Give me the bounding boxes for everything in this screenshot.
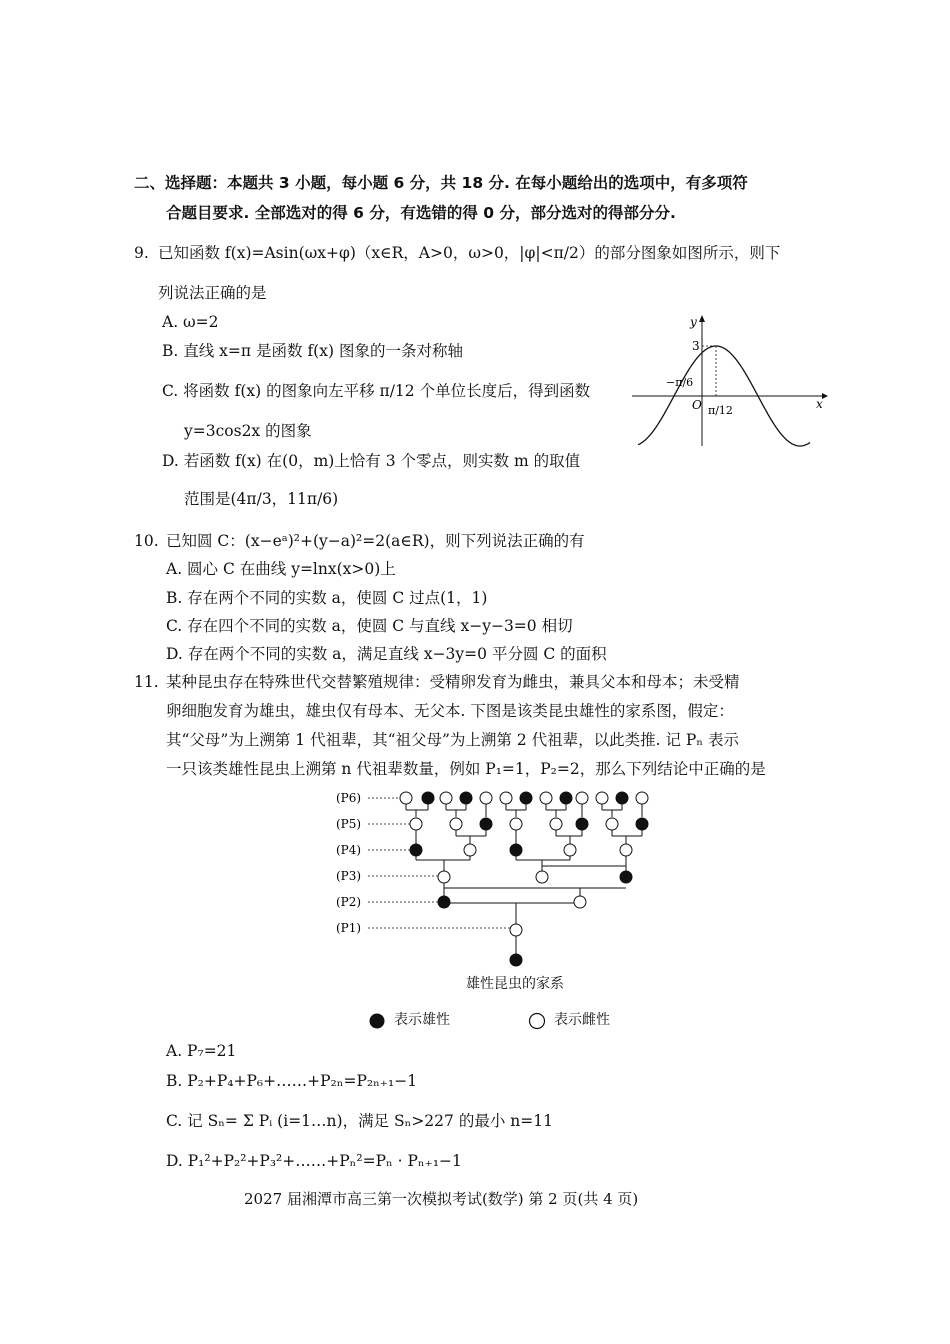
- node-female: [510, 924, 522, 936]
- node-female: [620, 844, 632, 856]
- node-male: [438, 896, 450, 908]
- legend-female-icon: [528, 1012, 546, 1030]
- node-male: [460, 792, 472, 804]
- node-female: [596, 792, 608, 804]
- q11-option-d: D. P₁²+P₂²+P₃²+……+Pₙ²=Pₙ · Pₙ₊₁−1: [166, 1152, 462, 1170]
- q10-option-c: C. 存在四个不同的实数 a，使圆 C 与直线 x−y−3=0 相切: [166, 617, 573, 635]
- level-label-p5: (P5): [336, 817, 362, 831]
- q10-option-d: D. 存在两个不同的实数 a，满足直线 x−3y=0 平分圆 C 的面积: [166, 645, 607, 663]
- node-female: [636, 792, 648, 804]
- q10-option-b: B. 存在两个不同的实数 a，使圆 C 过点(1，1): [166, 589, 488, 607]
- y-axis-label: y: [690, 315, 697, 329]
- node-male: [560, 792, 572, 804]
- node-male: [636, 818, 648, 830]
- tree-caption: 雄性昆虫的家系: [466, 976, 564, 992]
- legend-female-label: 表示雌性: [554, 1012, 610, 1028]
- node-female: [400, 792, 412, 804]
- q9-option-b: B. 直线 x=π 是函数 f(x) 图象的一条对称轴: [162, 342, 463, 360]
- node-female: [564, 844, 576, 856]
- level-label-p4: (P4): [336, 843, 362, 857]
- q9-option-d-line2: 范围是(4π/3，11π/6): [184, 490, 339, 508]
- node-female: [606, 818, 618, 830]
- q9-stem-line2: 列说法正确的是: [158, 284, 267, 302]
- q9-sine-graph: [630, 310, 830, 450]
- q11-option-c: C. 记 Sₙ= Σ Pᵢ (i=1…n)，满足 Sₙ>227 的最小 n=11: [166, 1112, 553, 1130]
- node-female: [464, 844, 476, 856]
- node-female: [450, 818, 462, 830]
- level-label-p1: (P1): [336, 921, 362, 935]
- node-female: [438, 871, 450, 883]
- q11-stem-line1: 某种昆虫存在特殊世代交替繁殖规律：受精卵发育为雌虫，兼具父本和母本；未受精: [166, 673, 740, 691]
- q9-option-c-line2: y=3cos2x 的图象: [184, 422, 312, 440]
- q11-stem-line2: 卵细胞发育为雄虫，雄虫仅有母本、无父本. 下图是该类昆虫雄性的家系图，假定：: [166, 702, 734, 720]
- q10-option-a: A. 圆心 C 在曲线 y=lnx(x>0)上: [166, 560, 396, 578]
- q9-stem-line1: 已知函数 f(x)=Asin(ωx+φ)（x∈R，A>0，ω>0，|φ|<π/2）的部分图象如图所示，则下: [158, 244, 781, 262]
- q11-stem-line3: 其“父母”为上溯第 1 代祖辈，其“祖父母”为上溯第 2 代祖辈，以此类推. 记 Pₙ 表示: [166, 731, 739, 749]
- q9-option-a: A. ω=2: [162, 313, 219, 331]
- node-male: [510, 844, 522, 856]
- page-footer: 2027 届湘潭市高三第一次模拟考试(数学) 第 2 页(共 4 页): [244, 1190, 639, 1208]
- node-male: [422, 792, 434, 804]
- node-female: [500, 792, 512, 804]
- level-label-p6: (P6): [336, 791, 362, 805]
- node-male: [410, 844, 422, 856]
- node-female: [536, 871, 548, 883]
- node-male: [576, 818, 588, 830]
- node-female: [510, 818, 522, 830]
- node-female: [480, 792, 492, 804]
- x-axis-label: x: [816, 397, 823, 411]
- max-value-label: 3: [692, 339, 700, 353]
- q11-option-a: A. P₇=21: [166, 1042, 237, 1060]
- level-label-p2: (P2): [336, 895, 362, 909]
- node-male: [510, 954, 522, 966]
- q11-stem-line4: 一只该类雄性昆虫上溯第 n 代祖辈数量，例如 P₁=1，P₂=2，那么下列结论中正确的是: [166, 760, 766, 778]
- node-female: [410, 818, 422, 830]
- node-female: [574, 896, 586, 908]
- legend-male-icon: [368, 1012, 386, 1030]
- q11-number: 11.: [134, 673, 159, 691]
- section-heading-line1: 二、选择题：本题共 3 小题，每小题 6 分，共 18 分. 在每小题给出的选项中，有多项符: [134, 174, 748, 192]
- q9-number: 9.: [134, 244, 149, 262]
- legend-male-label: 表示雄性: [394, 1012, 450, 1028]
- node-female: [550, 818, 562, 830]
- pos-tick-label: π/12: [708, 404, 733, 417]
- y-axis-arrow-icon: [699, 315, 705, 322]
- neg-tick-label: −π/6: [666, 376, 694, 389]
- node-female: [576, 792, 588, 804]
- q11-option-b: B. P₂+P₄+P₆+……+P₂ₙ=P₂ₙ₊₁−1: [166, 1072, 418, 1090]
- level-label-p3: (P3): [336, 869, 362, 883]
- origin-label: O: [692, 398, 702, 412]
- node-male: [620, 871, 632, 883]
- q9-option-c-line1: C. 将函数 f(x) 的图象向左平移 π/12 个单位长度后，得到函数: [162, 382, 591, 400]
- x-axis-arrow-icon: [822, 393, 828, 399]
- q10-number: 10.: [134, 532, 159, 550]
- node-male: [520, 792, 532, 804]
- section-heading-line2: 合题目要求. 全部选对的得 6 分，有选错的得 0 分，部分选对的得部分分.: [166, 204, 676, 222]
- node-male: [480, 818, 492, 830]
- family-tree-diagram: [320, 782, 660, 977]
- node-male: [616, 792, 628, 804]
- node-female: [540, 792, 552, 804]
- node-female: [440, 792, 452, 804]
- q9-option-d-line1: D. 若函数 f(x) 在(0，m)上恰有 3 个零点，则实数 m 的取值: [162, 452, 581, 470]
- q10-stem: 已知圆 C：(x−eᵃ)²+(y−a)²=2(a∈R)，则下列说法正确的有: [166, 532, 585, 550]
